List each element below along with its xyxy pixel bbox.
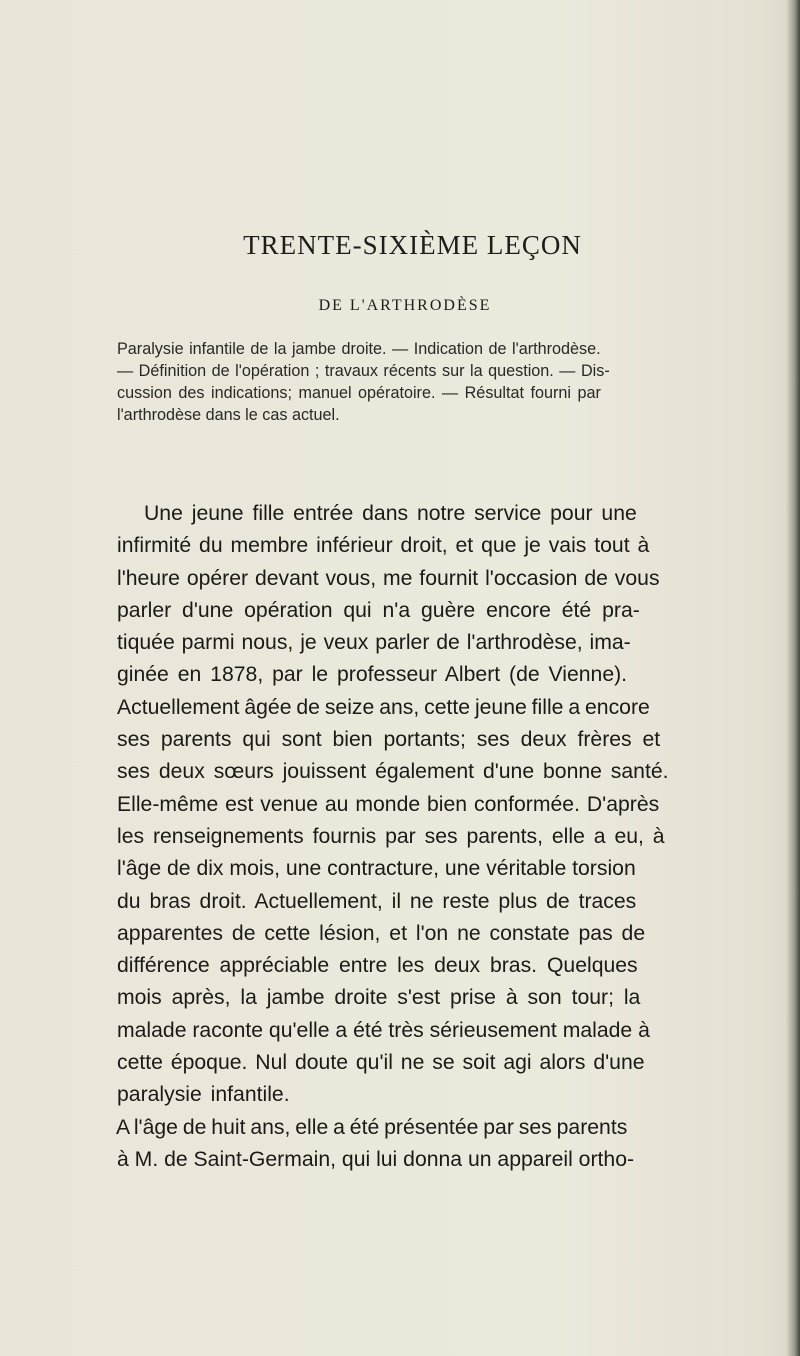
body-line: à M. de Saint-Germain, qui lui donna un appareil ortho-: [117, 1147, 635, 1171]
summary-line: l'arthrodèse dans le cas actuel.: [117, 406, 340, 424]
body-line: Une jeune fille entrée dans notre service pour une: [144, 502, 637, 525]
body-line: mois après, la jambe droite s'est prise à son tour; la: [117, 986, 641, 1010]
body-line: différence appréciable entre les deux bras. Quelques: [117, 954, 638, 978]
body-line: l'âge de dix mois, une contracture, une véritable torsion: [117, 857, 636, 881]
lecture-body: [117, 498, 777, 1176]
body-line: infirmité du membre inférieur droit, et que je vais tout à: [117, 534, 650, 558]
body-line: l'heure opérer devant vous, me fournit l'occasion de vous: [117, 566, 660, 590]
summary-line: cussion des indications; manuel opératoire. — Résultat fourni par: [117, 384, 601, 402]
body-line: malade raconte qu'elle a été très sérieusement malade à: [117, 1018, 650, 1042]
body-line: du bras droit. Actuellement, il ne reste plus de traces: [117, 889, 637, 913]
body-line: les renseignements fournis par ses parents, elle a eu, à: [117, 824, 665, 848]
body-line: paralysie infantile.: [117, 1083, 290, 1107]
body-line: parler d'une opération qui n'a guère encore été pra-: [117, 598, 640, 622]
body-line: ginée en 1878, par le professeur Albert (de Vienne).: [117, 663, 628, 687]
body-line: Elle-même est venue au monde bien conformée. D'après: [117, 792, 660, 816]
body-line: A l'âge de huit ans, elle a été présentée par ses parents: [116, 1115, 628, 1139]
body-line: tiquée parmi nous, je veux parler de l'arthrodèse, ima-: [117, 631, 631, 655]
summary-line: — Définition de l'opération ; travaux récents sur la question. — Dis-: [117, 362, 610, 380]
lecture-title: TRENTE-SIXIÈME LEÇON: [243, 230, 582, 260]
page-edge-shadow: [786, 0, 800, 1356]
body-line: ses parents qui sont bien portants; ses deux frères et: [117, 728, 661, 752]
body-line: cette époque. Nul doute qu'il ne se soit agi alors d'une: [117, 1051, 645, 1075]
lecture-summary: [117, 338, 767, 426]
body-line: apparentes de cette lésion, et l'on ne constate pas de: [117, 921, 646, 945]
body-line: ses deux sœurs jouissent également d'une bonne santé.: [117, 760, 669, 784]
lecture-subtitle: DE L'ARTHRODÈSE: [318, 297, 492, 314]
summary-line: Paralysie infantile de la jambe droite. — Indication de l'arthrodèse.: [117, 340, 601, 358]
body-line: Actuellement âgée de seize ans, cette jeune fille a encore: [117, 695, 650, 719]
